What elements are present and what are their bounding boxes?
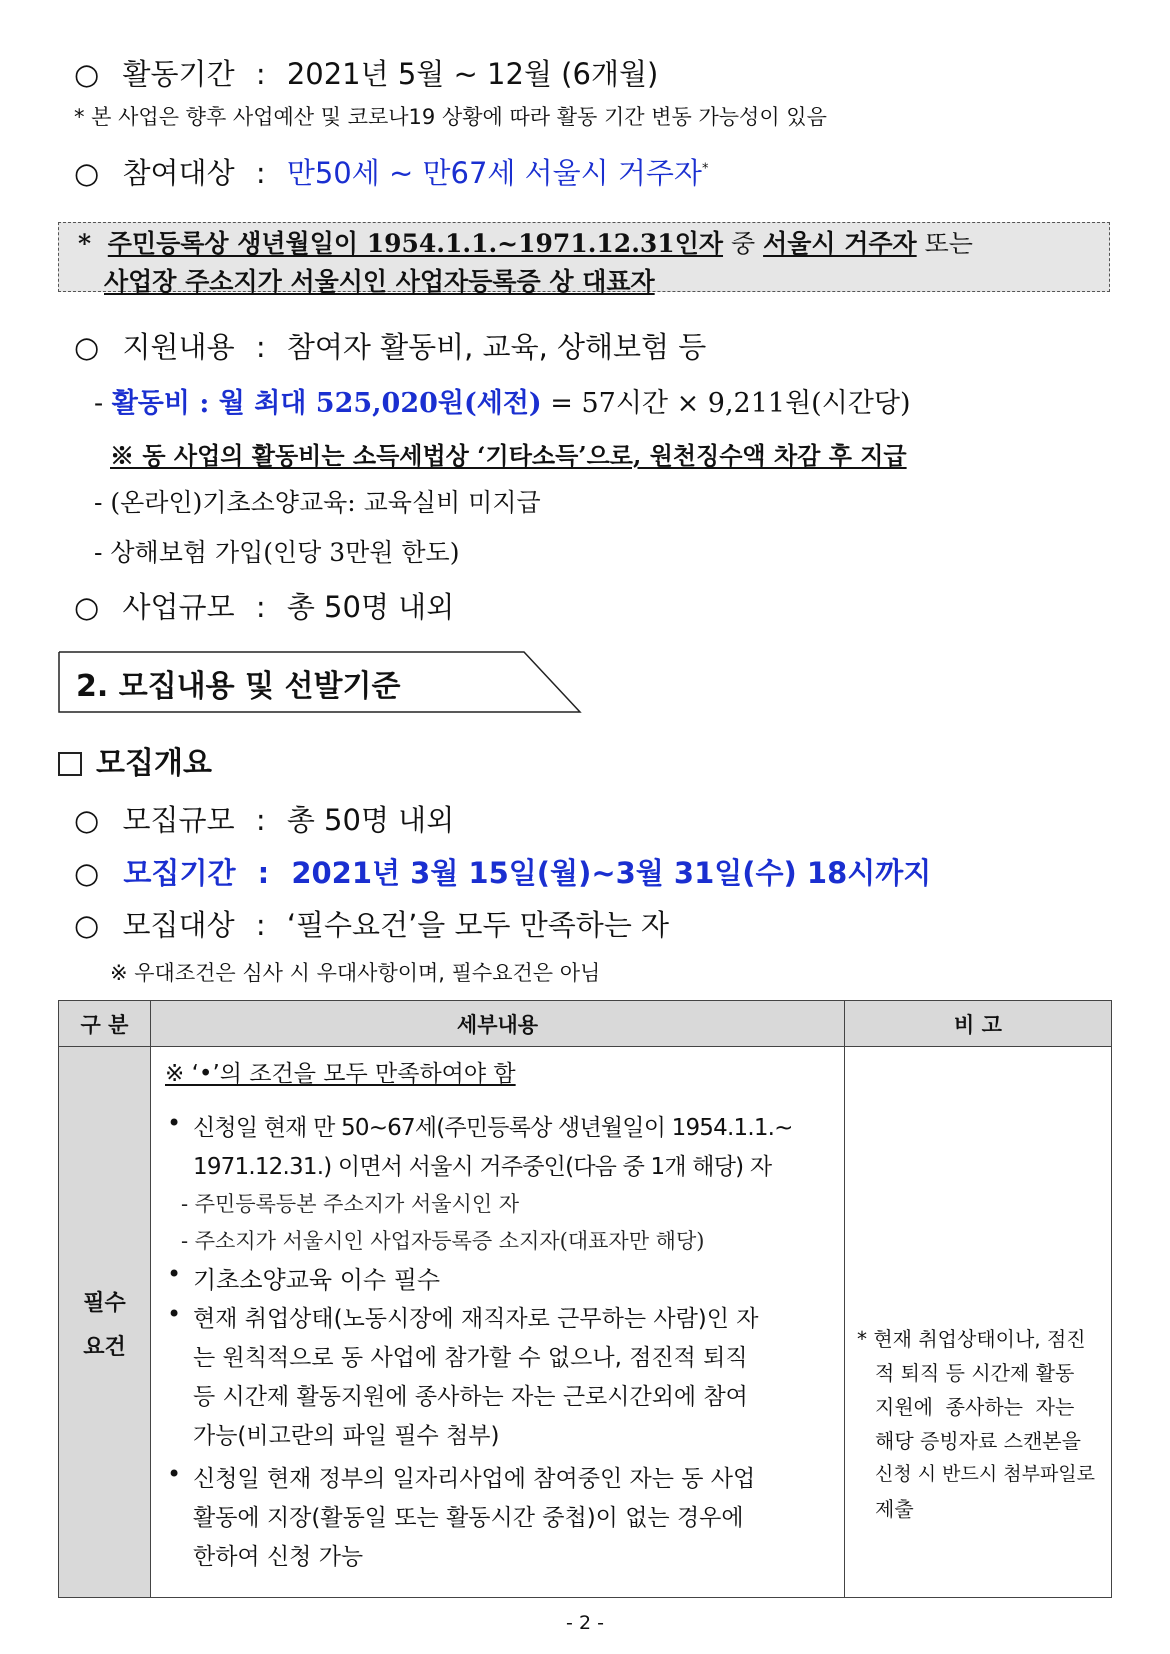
item-text: 활동에 지장(활동일 또는 활동시간 중첩)이 없는 경우에 — [193, 1505, 744, 1531]
row-label-line: 요건 — [83, 1335, 126, 1360]
recruit-scale-line — [74, 798, 454, 839]
overview-heading — [58, 738, 212, 782]
item-text: 기초소양교육 이수 필수 — [193, 1266, 441, 1294]
recruit-period-value: 2021년 3월 15일(월)~3월 31일(수) 18시까지 — [291, 856, 932, 890]
item-text: 1971.12.31.) 이면서 서울시 거주중인(다음 중 1개 해당) 자 — [193, 1154, 772, 1180]
bullet-circle: ○ — [74, 803, 100, 837]
activity-period-line — [74, 52, 658, 93]
item-text: 는 원칙적으로 동 사업에 참가할 수 없으나, 점진적 퇴직 — [193, 1345, 748, 1371]
support-line — [74, 325, 706, 366]
bullet-circle: ○ — [74, 590, 100, 624]
recruit-scale-label: 모집규모 — [122, 803, 235, 837]
checkbox-icon — [58, 752, 82, 776]
section-title: 2. 모집내용 및 선발기준 — [76, 669, 401, 704]
note-text: 중 — [723, 229, 764, 258]
item-text: 현재 취업상태(노동시장에 재직자로 근무하는 사람)인 자 — [193, 1306, 759, 1332]
overview-title: 모집개요 — [96, 746, 212, 781]
support-label: 지원내용 — [122, 330, 235, 364]
remark-line: 해당 증빙자료 스캔본을 — [875, 1429, 1081, 1453]
recruit-period-label: 모집기간 — [123, 856, 236, 890]
separator: : — [255, 590, 266, 624]
item-text: 신청일 현재 만 50~67세(주민등록상 생년월일이 1954.1.1.~ — [193, 1115, 793, 1141]
recruit-period-line — [74, 851, 931, 892]
item-text: 신청일 현재 정부의 일자리사업에 참여중인 자는 동 사업 — [193, 1466, 756, 1492]
recruit-scale-value: 총 50명 내외 — [286, 803, 455, 837]
bullet-dot: • — [167, 1260, 182, 1288]
education-line: - (온라인)기초소양교육: 교육실비 미지급 — [94, 488, 541, 517]
bullet-circle: ○ — [74, 57, 100, 91]
allowance-note: ※ 동 사업의 활동비는 소득세법상 ‘기타소득’으로, 원천징수액 차감 후 지급 — [110, 441, 907, 470]
page-number: - 2 - — [566, 1612, 604, 1634]
scale-line — [74, 585, 454, 626]
separator: : — [255, 908, 266, 942]
row-label-line: 필수 — [83, 1291, 126, 1316]
item-text: 한하여 신청 가능 — [193, 1544, 364, 1570]
separator: : — [255, 57, 266, 91]
support-value: 참여자 활동비, 교육, 상해보험 등 — [286, 330, 707, 364]
remark-line: 지원에 종사하는 자는 — [875, 1395, 1075, 1419]
requirements-table — [58, 1000, 1112, 1598]
bullet-circle: ○ — [74, 908, 100, 942]
remarks-cell — [845, 1047, 1111, 1597]
bullet-dot: • — [167, 1460, 182, 1488]
details-cell — [151, 1047, 845, 1597]
target-note-line2: 사업장 주소지가 서울시인 사업자등록증 상 대표자 — [104, 267, 655, 296]
recruit-target-value: ‘필수요건’을 모두 만족하는 자 — [286, 908, 670, 942]
remark-line: 제출 — [875, 1497, 914, 1521]
sub-item-text: - 주민등록등본 주소지가 서울시인 자 — [181, 1192, 520, 1216]
activity-note: * 본 사업은 향후 사업예산 및 코로나19 상황에 따라 활동 기간 변동 가능성이 있음 — [74, 105, 827, 129]
target-label: 참여대상 — [122, 156, 235, 190]
recruit-target-line — [74, 903, 669, 944]
note-star: * — [78, 229, 92, 258]
bullet-dot: • — [167, 1300, 182, 1328]
recruit-target-label: 모집대상 — [122, 908, 235, 942]
footnote-mark: * — [701, 161, 709, 177]
target-line — [74, 151, 708, 192]
item-text: 가능(비고란의 파일 필수 첨부) — [193, 1423, 500, 1449]
table-header-remarks: 비 고 — [845, 1001, 1111, 1047]
scale-label: 사업규모 — [122, 590, 235, 624]
birthdate-range: 주민등록상 생년월일이 1954.1.1.~1971.12.31인자 — [107, 229, 724, 258]
separator: : — [255, 156, 266, 190]
activity-period-value: 2021년 5월 ~ 12월 (6개월) — [286, 57, 659, 91]
remark-line: * 현재 취업상태이나, 점진 — [857, 1327, 1086, 1351]
separator: : — [255, 803, 266, 837]
seoul-resident: 서울시 거주자 — [763, 229, 917, 258]
table-header-details: 세부내용 — [151, 1001, 845, 1047]
recruit-note: ※ 우대조건은 심사 시 우대사항이며, 필수요건은 아님 — [110, 961, 601, 985]
bullet-dot: • — [167, 1109, 182, 1137]
table-header-category: 구 분 — [59, 1001, 151, 1047]
bullet-circle: ○ — [74, 330, 100, 364]
allowance-calc: = 57시간 × 9,211원(시간당) — [541, 388, 911, 419]
allowance-line — [94, 381, 911, 420]
separator: : — [257, 856, 270, 890]
bullet-circle: ○ — [74, 156, 100, 190]
target-note-line1 — [78, 224, 973, 260]
dash: - — [94, 388, 104, 419]
sub-item-text: - 주소지가 서울시인 사업자등록증 소지자(대표자만 해당) — [181, 1229, 705, 1253]
remark-line: 신청 시 반드시 첨부파일로 — [875, 1463, 1096, 1485]
insurance-line: - 상해보험 가입(인당 3만원 한도) — [94, 538, 460, 567]
condition-note: ※ ‘•’의 조건을 모두 만족하여야 함 — [165, 1061, 516, 1087]
activity-period-label: 활동기간 — [122, 57, 235, 91]
separator: : — [255, 330, 266, 364]
scale-value: 총 50명 내외 — [286, 590, 455, 624]
note-text: 또는 — [916, 229, 973, 258]
item-text: 등 시간제 활동지원에 종사하는 자는 근로시간외에 참여 — [193, 1384, 748, 1410]
remark-line: 적 퇴직 등 시간제 활동 — [875, 1361, 1075, 1385]
target-value: 만50세 ~ 만67세 서울시 거주자 — [286, 156, 702, 190]
section-heading-box — [58, 648, 582, 714]
bullet-circle: ○ — [74, 856, 100, 890]
row-label-cell — [59, 1047, 151, 1597]
allowance-label: 활동비 : 월 최대 525,020원(세전) — [111, 388, 542, 419]
